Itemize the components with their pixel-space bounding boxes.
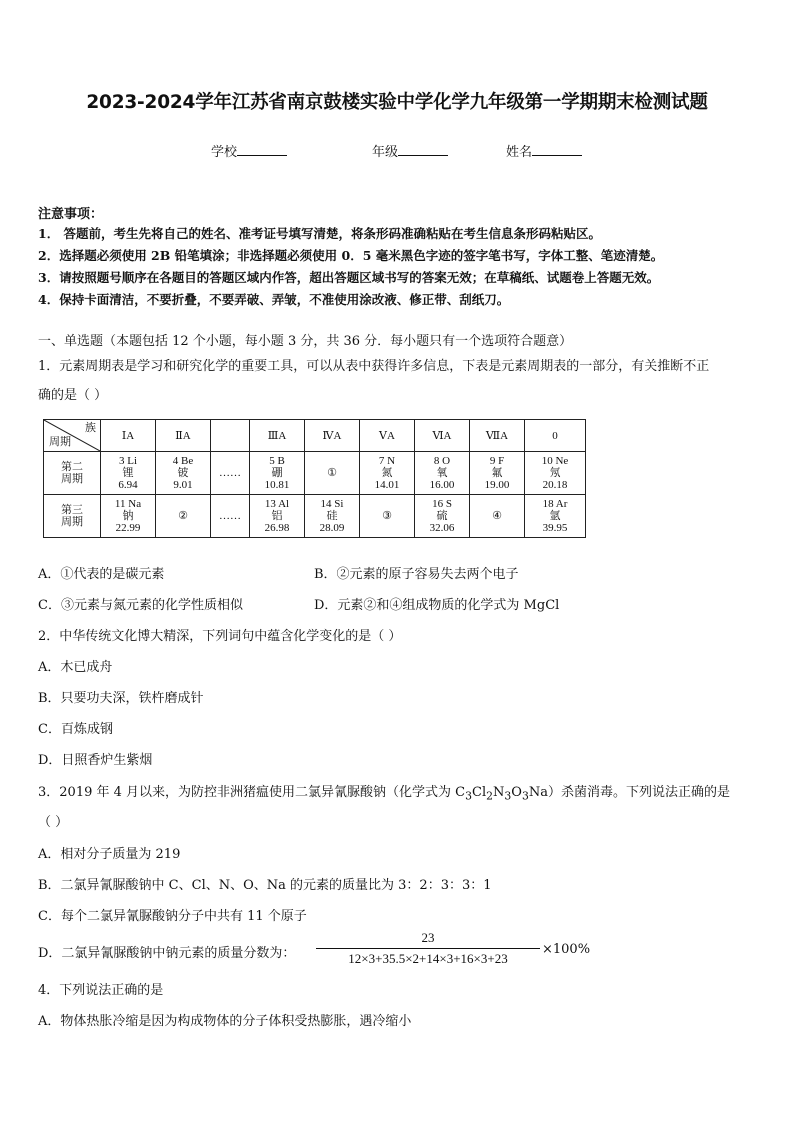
periodic-table	[43, 419, 586, 538]
group-header: ⅢA	[250, 420, 305, 452]
element-cell: 5 B 硼 10.81	[250, 452, 305, 495]
question-1-stem: 1．元素周期表是学习和研究化学的重要工具，可以从表中获得许多信息，下表是元素周期表的一部分，有关推断不正	[38, 359, 710, 374]
option-b[interactable]: B．二氯异氰脲酸钠中 C、Cl、N、O、Na 的元素的质量比为 3：2：3：3：1	[38, 878, 492, 893]
name-label: 姓名	[506, 145, 533, 160]
name-field[interactable]	[506, 141, 582, 160]
option-d[interactable]: D．二氯异氰脲酸钠中钠元素的质量分数为：	[38, 946, 296, 961]
grade-label: 年级	[372, 145, 399, 160]
group-header	[211, 420, 250, 452]
corner-period-label: 周期	[49, 436, 71, 448]
fraction-tail: ×100%	[542, 942, 591, 957]
group-header: ⅦA	[470, 420, 525, 452]
notice-item: 4．保持卡面清洁，不要折叠，不要弄破、弄皱，不准使用涂改液、修正带、刮纸刀。	[38, 292, 510, 307]
fraction-denominator: 12×3+35.5×2+14×3+16×3+23	[348, 951, 508, 966]
unknown-element-cell: ④	[470, 495, 525, 538]
corner-group-label: 族	[85, 422, 96, 434]
element-cell: 7 N 氮 14.01	[360, 452, 415, 495]
option-d[interactable]: D．元素②和④组成物质的化学式为 MgCl	[314, 598, 560, 613]
section-heading: 一、单选题（本题包括 12 个小题，每小题 3 分，共 36 分．每小题只有一个选项符合题意）	[38, 334, 573, 349]
name-blank[interactable]	[532, 142, 582, 156]
question-3-stem-cont: （ ）	[38, 815, 69, 830]
question-1-stem-cont: 确的是（ ）	[38, 388, 108, 403]
element-cell: 16 S 硫 32.06	[415, 495, 470, 538]
school-field[interactable]	[211, 141, 287, 160]
table-corner	[44, 420, 101, 452]
element-cell: 18 Ar 氩 39.95	[525, 495, 586, 538]
grade-field[interactable]	[372, 141, 448, 160]
notice-item: 1． 答题前，考生先将自己的姓名、准考证号填写清楚，将条形码准确粘贴在考生信息条形码粘贴区。	[38, 226, 602, 241]
element-cell: 3 Li 锂 6.94	[101, 452, 156, 495]
option-a[interactable]: A．①代表的是碳元素	[38, 567, 165, 582]
option-b[interactable]: B．只要功夫深，铁杵磨成针	[38, 691, 204, 706]
notice-heading: 注意事项：	[38, 207, 104, 222]
option-c[interactable]: C．百炼成钢	[38, 722, 113, 737]
option-d[interactable]: D．日照香炉生紫烟	[38, 753, 153, 768]
question-2-stem: 2．中华传统文化博大精深，下列词句中蕴含化学变化的是（ ）	[38, 629, 402, 644]
option-c[interactable]: C．③元素与氮元素的化学性质相似	[38, 598, 243, 613]
question-4-stem: 4．下列说法正确的是	[38, 983, 164, 998]
element-cell: 11 Na 钠 22.99	[101, 495, 156, 538]
page-title: 2023-2024学年江苏省南京鼓楼实验中学化学九年级第一学期期末检测试题	[86, 92, 708, 113]
option-a[interactable]: A．相对分子质量为 219	[38, 847, 181, 862]
group-header: ⅡA	[156, 420, 211, 452]
question-3-stem: 3．2019 年 4 月以来，为防控非洲猪瘟使用二氯异氰脲酸钠（化学式为 $C_3Cl_2N_3O_3Na$）杀菌消毒。下列说法正确的是	[38, 785, 730, 803]
group-header: 0	[525, 420, 586, 452]
element-cell: 8 O 氧 16.00	[415, 452, 470, 495]
fraction-bar	[316, 948, 540, 949]
unknown-element-cell: ②	[156, 495, 211, 538]
period-label: 第三 周期	[44, 495, 101, 538]
element-cell: 9 F 氟 19.00	[470, 452, 525, 495]
element-cell: 14 Si 硅 28.09	[305, 495, 360, 538]
chemical-formula: $C_3Cl_2N_3O_3Na$	[455, 785, 548, 803]
ellipsis-cell: ……	[211, 452, 250, 495]
option-b[interactable]: B．②元素的原子容易失去两个电子	[314, 567, 519, 582]
option-c[interactable]: C．每个二氯异氰脲酸钠分子中共有 11 个原子	[38, 909, 307, 924]
notice-item: 3．请按照题号顺序在各题目的答题区域内作答，超出答题区域书写的答案无效；在草稿纸、试题卷上答题无效。	[38, 270, 660, 285]
option-a[interactable]: A．物体热胀冷缩是因为构成物体的分子体积受热膨胀，遇冷缩小	[38, 1014, 412, 1029]
ellipsis-cell: ……	[211, 495, 250, 538]
element-cell: 10 Ne 氖 20.18	[525, 452, 586, 495]
group-header: ⅠA	[101, 420, 156, 452]
unknown-element-cell: ③	[360, 495, 415, 538]
notice-item: 2．选择题必须使用 2B 铅笔填涂；非选择题必须使用 0．5 毫米黑色字迹的签字笔书写，字体工整、笔迹清楚。	[38, 248, 664, 263]
school-blank[interactable]	[237, 142, 287, 156]
element-cell: 13 Al 铝 26.98	[250, 495, 305, 538]
option-a[interactable]: A．木已成舟	[38, 660, 113, 675]
fraction-numerator: 23	[421, 930, 435, 945]
grade-blank[interactable]	[398, 142, 448, 156]
group-header: ⅤA	[360, 420, 415, 452]
group-header: ⅣA	[305, 420, 360, 452]
fraction-expression	[316, 930, 540, 967]
group-header: ⅥA	[415, 420, 470, 452]
unknown-element-cell: ①	[305, 452, 360, 495]
element-cell: 4 Be 铍 9.01	[156, 452, 211, 495]
school-label: 学校	[211, 145, 238, 160]
period-label: 第二 周期	[44, 452, 101, 495]
